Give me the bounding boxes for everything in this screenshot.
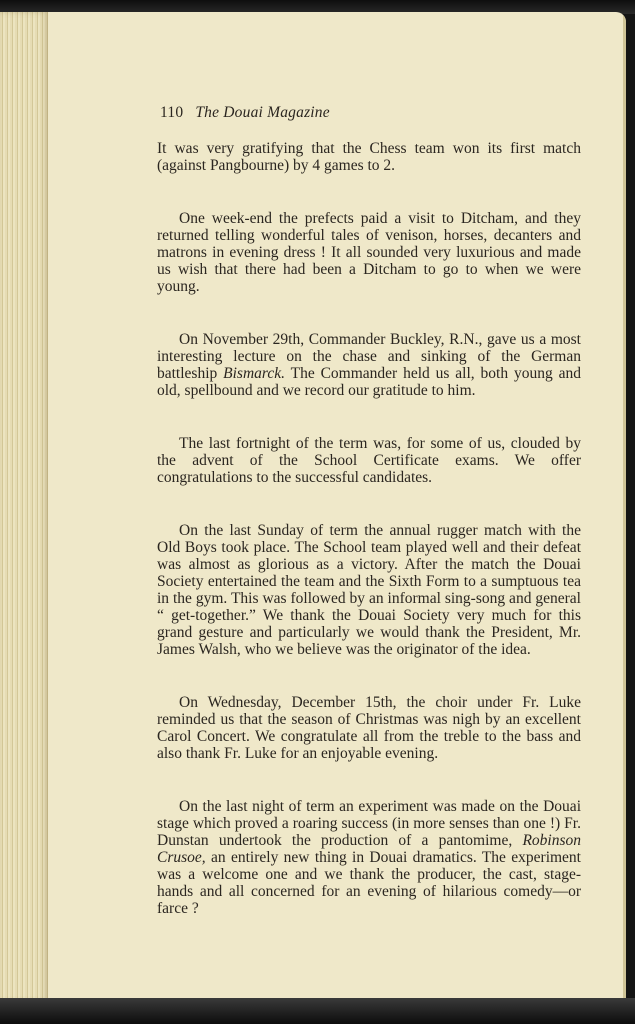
body-text (157, 140, 581, 917)
paragraph-lecture: On November 29th, Commander Buckley, R.N., gave us a most interesting lecture on the chase and sinking of the German battleship Bismarck. The Commander held us all, both young and old, spellbound and we record our gratitude to him. (157, 331, 581, 399)
paragraph-pantomime: On the last night of term an experiment was made on the Douai stage which proved a roaring success (in more senses than one !) Fr. Dunstan undertook the production of a pantomime, Robinson Crusoe, an entirely new thing in Douai dramatics. The experiment was a welcome one and we thank the producer, the cast, stage-hands and all concerned for an evening of hilarious comedy—or farce ? (157, 798, 581, 917)
book-bottom-edge (0, 998, 635, 1024)
running-head (160, 104, 580, 122)
pantomime-title: Robinson Crusoe, (157, 832, 581, 866)
paragraph-chess: It was very gratifying that the Chess team won its first match (against Pangbourne) by 4 games to 2. (157, 140, 581, 174)
paragraph-exams: The last fortnight of the term was, for some of us, clouded by the advent of the School Certificate exams. We offer congratulations to the successful candidates. (157, 435, 581, 486)
paragraph-carols: On Wednesday, December 15th, the choir under Fr. Luke reminded us that the season of Christmas was nigh by an excellent Carol Concert. We congratulate all from the treble to the bass and also thank Fr. Luke for an enjoyable evening. (157, 694, 581, 762)
paragraph-ditcham: One week-end the prefects paid a visit to Ditcham, and they returned telling wonderful tales of venison, horses, decanters and matrons in evening dress ! It all sounded very luxurious and made us wish that there had been a Ditcham to go to when we were young. (157, 210, 581, 295)
ship-name: Bismarck. (223, 365, 285, 382)
running-title: The Douai Magazine (195, 104, 330, 121)
page-stack-edge (0, 12, 48, 1002)
page-right-edge (623, 12, 626, 1002)
paragraph-rugger: On the last Sunday of term the annual rugger match with the Old Boys took place. The School team played well and their defeat was almost as glorious as a victory. After the match the Douai Society entertained the team and the Sixth Form to a sumptuous tea in the gym. This was followed by an informal sing-song and general “ get-together.” We thank the Douai Society very much for this grand gesture and particularly we would thank the President, Mr. James Walsh, who we believe was the originator of the idea. (157, 522, 581, 658)
page-number: 110 (160, 104, 184, 121)
book-page (0, 12, 626, 1002)
